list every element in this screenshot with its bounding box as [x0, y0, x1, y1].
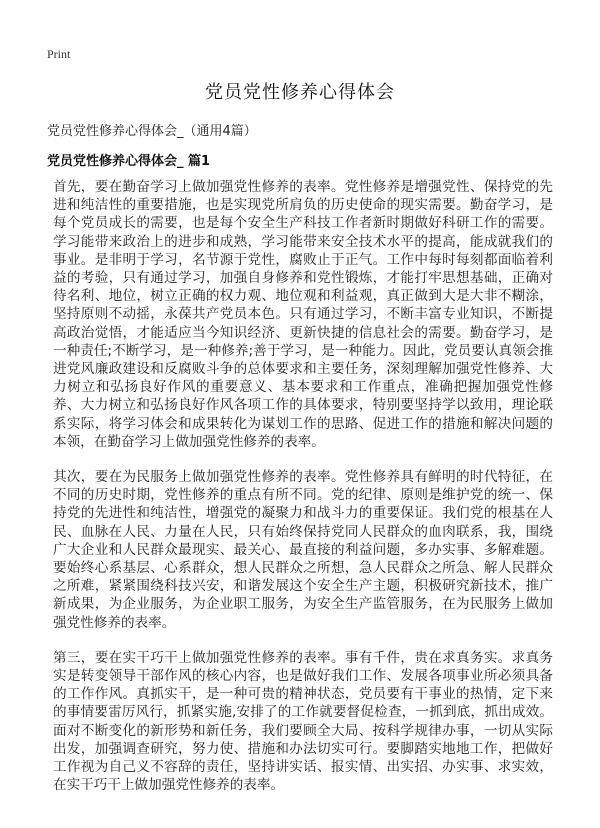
- print-label[interactable]: Print: [47, 47, 71, 61]
- document-body: [53, 178, 553, 812]
- document-title: 党员党性修养心得体会: [205, 82, 395, 103]
- section-heading: 党员党性修养心得体会_ 篇1: [47, 154, 211, 169]
- paragraph-3: 第三，要在实干巧干上做加强党性修养的表率。事有千件，贵在求真务实。求真务实是转变领导干部作风的核心内容，也是做好我们工作、发展各项事业所必须具备的工作作风。真抓实干，是一种可贵的精神状态，党员要有干事业的热情，定下来的事情要雷厉风行，抓紧实施,安排了的工作就要督促检查，一抓到底，抓出成效。面对不断变化的新形势和新任务，我们要顾全大局、按科学规律办事，一切从实际出发，加强调查研究，努力使、措施和办法切实可行。要脚踏实地地工作，把做好工作视为自己义不容辞的责任，坚持讲实话、报实情、出实招、办实事、求实效，在实干巧干上做加强党性修养的表率。: [53, 649, 553, 794]
- paragraph-1: 首先，要在勤奋学习上做加强党性修养的表率。党性修养是增强党性、保持党的先进和纯洁性的重要措施，也是实现党所肩负的历史使命的现实需要。勤奋学习，是每个党员成长的需要，也是每个安全生产科技工作者新时期做好科研工作的需要。学习能带来政治上的进步和成熟，学习能带来安全技术水平的提高，能成就我们的事业。是非明于学习，名节源于党性，腐败止于正气。工作中每时每刻都面临着利益的考验，只有通过学习，加强自身修养和党性锻炼，才能打牢思想基础，正确对待名利、地位，树立正确的权力观、地位观和利益观，真正做到大是大非不糊涂，坚持原则不动摇，永葆共产党员本色。只有通过学习，不断丰富专业知识，不断提高政治觉悟，才能适应当今知识经济、更新快捷的信息社会的需要。勤奋学习，是一种责任;不断学习，是一种修养;善于学习，是一种能力。因此，党员要认真领会推进党风廉政建设和反腐败斗争的总体要求和主要任务，深刻理解加强党性修养、大力树立和弘扬良好作风的重要意义、基本要求和工作重点，准确把握加强党性修养、大力树立和弘扬良好作风各项工作的具体要求，特别要坚持学以致用，理论联系实际，将学习体会和成果转化为谋划工作的思路、促进工作的措施和解决问题的本领，在勤奋学习上做加强党性修养的表率。: [53, 179, 553, 450]
- paragraph-2: 其次，要在为民服务上做加强党性修养的表率。党性修养具有鲜明的时代特征，在不同的历史时期，党性修养的重点有所不同。党的纪律、原则是维护党的统一、保持党的先进性和纯洁性，增强党的凝聚力和战斗力的重要保证。我们党的根基在人民、血脉在人民、力量在人民，只有始终保持党同人民群众的血肉联系，我，围绕广大企业和人民群众最现实、最关心、最直接的利益问题，多办实事、多解难题。要始终心系基层、心系群众，想人民群众之所想，急人民群众之所急、解人民群众之所难，紧紧围绕科技兴安，和谐发展这个安全生产主题，积极研究新技术，推广新成果，为企业服务，为企业职工服务，为安全生产监管服务，在为民服务上做加强党性修养的表率。: [53, 469, 553, 631]
- document-subtitle: 党员党性修养心得体会_（通用4篇）: [47, 124, 257, 139]
